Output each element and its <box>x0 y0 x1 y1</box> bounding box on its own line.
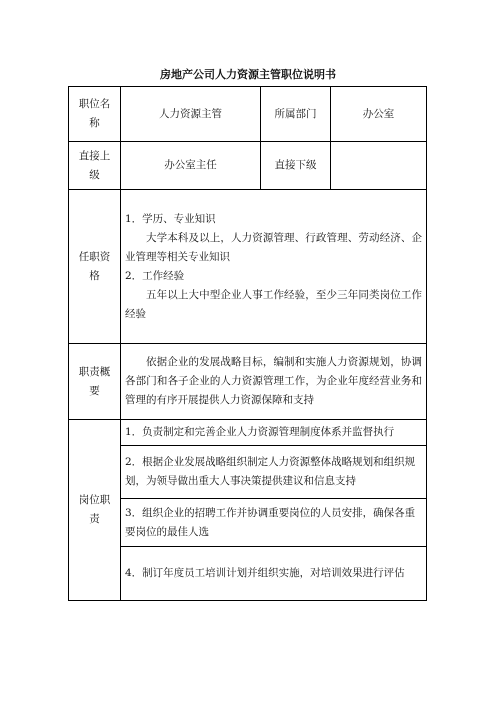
position-label: 职位名称 <box>69 87 121 142</box>
department-label: 所属部门 <box>261 87 331 142</box>
position-row <box>69 87 427 142</box>
duty-item: 2．根据企业发展战略组织制定人力资源整体战略规划和组织规划，为领导做出重大人事决策提供建议和信息支持 <box>121 445 426 498</box>
summary-row <box>69 344 427 420</box>
position-value: 人力资源主管 <box>121 87 261 142</box>
duty-item: 4．制订年度员工培训计划并组织实施，对培训效果进行评估 <box>121 546 426 600</box>
qualification-detail: 五年以上大中型企业人事工作经验，至少三年同类岗位工作经验 <box>125 288 422 320</box>
qualifications-label: 任职资格 <box>69 190 121 344</box>
superior-label: 直接上级 <box>69 142 121 190</box>
duty-item: 3．组织企业的招聘工作并协调重要岗位的人员安排，确保各重要岗位的最佳人选 <box>121 498 426 546</box>
duties-row <box>69 420 427 601</box>
subordinate-label: 直接下级 <box>261 142 331 190</box>
summary-text: 依据企业的发展战略目标，编制和实施人力资源规划，协调各部门和各子企业的人力资源管理工作，为企业年度经营业务和管理的有序开展提供人力资源保障和支持 <box>125 356 422 406</box>
superior-value: 办公室主任 <box>121 142 261 190</box>
qualification-heading: 1．学历、专业知识 <box>125 212 216 225</box>
qualification-heading: 2．工作经验 <box>125 269 185 282</box>
duties-label: 岗位职责 <box>69 420 121 601</box>
qualifications-row <box>69 190 427 344</box>
qualification-detail: 大学本科及以上，人力资源管理、行政管理、劳动经济、企业管理等相关专业知识 <box>125 231 422 263</box>
duties-content <box>121 420 427 601</box>
qualifications-content <box>121 190 427 344</box>
document-title: 房地产公司人力资源主管职位说明书 <box>160 68 336 81</box>
duty-item: 1．负责制定和完善企业人力资源管理制度体系并监督执行 <box>125 426 395 438</box>
summary-content <box>121 344 427 420</box>
department-value: 办公室 <box>331 87 427 142</box>
job-description-table <box>68 86 427 601</box>
summary-label: 职责概要 <box>69 344 121 420</box>
subordinate-value <box>331 142 427 190</box>
superior-row <box>69 142 427 190</box>
